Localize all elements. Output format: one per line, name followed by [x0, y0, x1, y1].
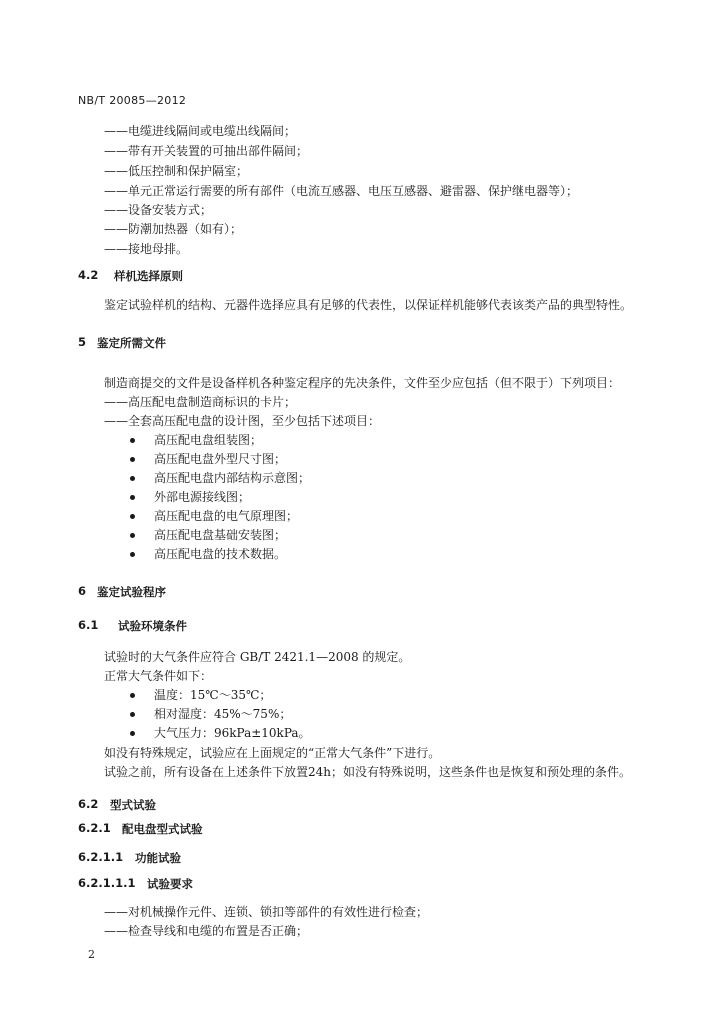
bullet-icon [130, 533, 135, 538]
bullet-icon [130, 514, 135, 519]
section-heading: 试验要求 [147, 877, 193, 891]
page-number: 2 [88, 948, 95, 961]
section-heading: 功能试验 [135, 851, 181, 865]
paragraph: 正常大气条件如下： [104, 669, 213, 683]
list-item: 高压配电盘的电气原理图； [154, 509, 299, 523]
list-item: 高压配电盘组装图； [154, 433, 263, 447]
list-item: ——防潮加热器（如有）； [104, 222, 243, 236]
bullet-icon [130, 495, 135, 500]
list-item: 高压配电盘外型尺寸图； [154, 452, 287, 466]
list-item: ——高压配电盘制造商标识的卡片； [104, 395, 297, 409]
section-number: 5 [78, 335, 87, 349]
bullet-icon [130, 712, 135, 717]
list-item: 温度：15℃～35℃； [154, 688, 272, 702]
section-number: 6.2.1.1.1 [78, 876, 136, 890]
bullet-icon [130, 552, 135, 557]
section-heading: 鉴定试验程序 [97, 585, 166, 599]
section-heading: 鉴定所需文件 [97, 336, 166, 350]
bullet-icon [130, 476, 135, 481]
paragraph: 试验时的大气条件应符合 GB/T 2421.1—2008 的规定。 [104, 650, 411, 664]
list-item: ——设备安装方式； [104, 203, 213, 217]
bullet-icon [130, 438, 135, 443]
list-item: ——接地母排。 [104, 242, 189, 256]
paragraph: 鉴定试验样机的结构、元器件选择应具有足够的代表性，以保证样机能够代表该类产品的典型特性。 [104, 298, 633, 312]
bullet-icon [130, 731, 135, 736]
list-item: ——带有开关装置的可抽出部件隔间； [104, 144, 309, 158]
list-item: 高压配电盘的技术数据。 [154, 547, 287, 561]
section-heading: 试验环境条件 [118, 619, 187, 633]
list-item: ——单元正常运行需要的所有部件（电流互感器、电压互感器、避雷器、保护继电器等）； [104, 184, 579, 198]
list-item: 高压配电盘基础安装图； [154, 528, 287, 542]
bullet-icon [130, 457, 135, 462]
section-heading: 样机选择原则 [114, 269, 183, 283]
list-item: 大气压力：96kPa±10kPa。 [154, 726, 311, 740]
section-heading: 配电盘型式试验 [122, 822, 203, 836]
section-number: 6.1 [78, 618, 99, 632]
section-number: 6 [78, 584, 87, 598]
list-item: ——低压控制和保护隔室； [104, 164, 249, 178]
list-item: 外部电源接线图； [154, 490, 251, 504]
list-item: ——全套高压配电盘的设计图，至少包括下述项目： [104, 414, 381, 428]
list-item: ——电缆进线隔间或电缆出线隔间； [104, 124, 297, 138]
list-item: ——检查导线和电缆的布置是否正确； [104, 924, 309, 938]
section-number: 6.2 [78, 797, 99, 811]
list-item: 高压配电盘内部结构示意图； [154, 471, 311, 485]
section-heading: 型式试验 [110, 798, 156, 812]
paragraph: 如没有特殊规定，试验应在上面规定的“正常大气条件”下进行。 [104, 746, 441, 760]
paragraph: 试验之前，所有设备在上述条件下放置24h；如没有特殊说明，这些条件也是恢复和预处理的条件。 [104, 765, 632, 779]
list-item: 相对湿度：45%～75%； [154, 707, 292, 721]
section-number: 4.2 [78, 268, 99, 282]
section-number: 6.2.1 [78, 821, 111, 835]
paragraph: 制造商提交的文件是设备样机各种鉴定程序的先决条件，文件至少应包括（但不限于）下列项目： [104, 376, 621, 390]
bullet-icon [130, 693, 135, 698]
document-code: NB/T 20085—2012 [78, 94, 187, 107]
section-number: 6.2.1.1 [78, 850, 124, 864]
list-item: ——对机械操作元件、连锁、锁扣等部件的有效性进行检查； [104, 905, 429, 919]
